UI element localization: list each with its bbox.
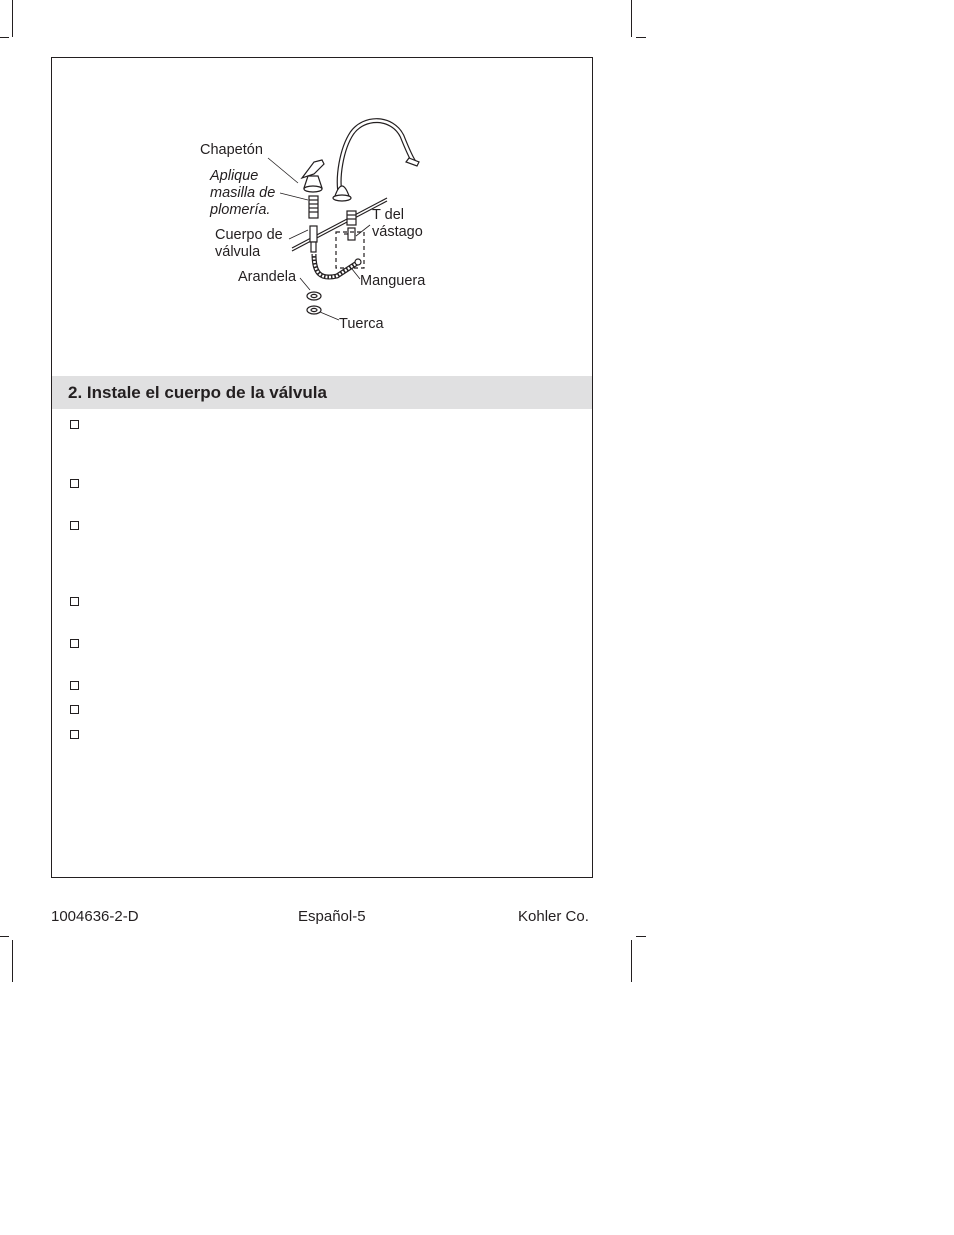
checkbox[interactable]: [70, 639, 79, 648]
step-title: 2. Instale el cuerpo de la válvula: [68, 383, 327, 402]
footer-page: Español-5: [298, 908, 366, 925]
crop-mark: [631, 0, 632, 37]
checkbox[interactable]: [70, 597, 79, 606]
label-hose: Manguera: [360, 273, 426, 289]
label-putty-line2: masilla de: [210, 185, 276, 201]
label-escutcheon: Chapetón: [200, 142, 263, 158]
crop-mark: [0, 37, 9, 38]
checkbox[interactable]: [70, 705, 79, 714]
crop-mark: [12, 0, 13, 37]
label-washer: Arandela: [238, 269, 297, 285]
checkbox[interactable]: [70, 681, 79, 690]
label-stem-tee-line1: T del: [372, 207, 404, 223]
label-putty-line1: Aplique: [210, 168, 259, 184]
checkbox[interactable]: [70, 420, 79, 429]
content-frame: [51, 57, 593, 878]
label-valve-body-line1: Cuerpo de: [215, 227, 283, 243]
checkbox[interactable]: [70, 479, 79, 488]
crop-mark: [12, 940, 13, 982]
checkbox[interactable]: [70, 730, 79, 739]
label-putty-line3: plomería.: [210, 202, 271, 218]
faucet-illustration: [52, 58, 592, 358]
footer-company: Kohler Co.: [518, 908, 589, 925]
checkbox[interactable]: [70, 521, 79, 530]
label-stem-tee-line2: vástago: [372, 224, 423, 240]
label-valve-body-line2: válvula: [215, 244, 261, 260]
label-nut: Tuerca: [339, 316, 384, 332]
step-header: [52, 376, 592, 409]
crop-mark: [636, 936, 646, 937]
footer-doc-number: 1004636-2-D: [51, 908, 139, 925]
crop-mark: [0, 936, 9, 937]
crop-mark: [636, 37, 646, 38]
crop-mark: [631, 940, 632, 982]
